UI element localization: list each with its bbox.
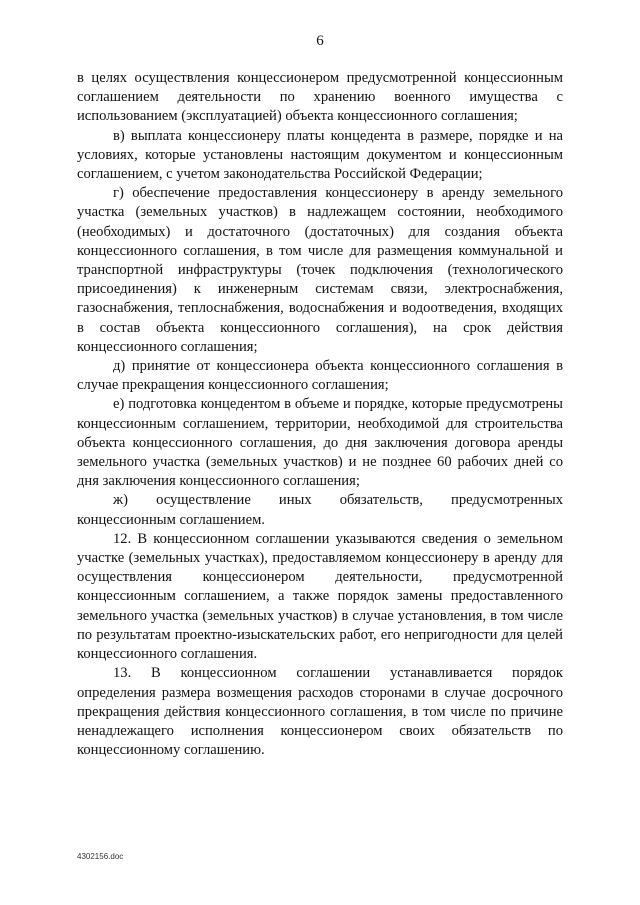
paragraph-item-d: д) принятие от концессионера объекта концессионного соглашения в случае прекращения концессионного соглашения; bbox=[77, 358, 563, 394]
paragraph-item-v: в) выплата концессионеру платы концедента в размере, порядке и на условиях, которые установлены настоящим документом и концессионным соглашением, с учетом законодательства Российской Федерации; bbox=[77, 127, 563, 183]
paragraph-item-e: е) подготовка концедентом в объеме и порядке, которые предусмотрены концессионным соглашением, территории, необходимой для строительства объекта концессионного соглашения, до дня заключения договора аренды земельного участка (земельных участков) и не позднее 60 рабочих дней со дня заключения концессионного соглашения; bbox=[77, 396, 563, 490]
paragraph-clause-13: 13. В концессионном соглашении устанавливается порядок определения размера возмещения расходов сторонами в случае досрочного прекращения действия концессионного соглашения, в том числе по причине ненадлежащего исполнения концессионером своих обязательств по концессионному соглашению. bbox=[77, 665, 563, 759]
paragraph-item-g: г) обеспечение предоставления концессионеру в аренду земельного участка (земельных участков) в надлежащем состоянии, необходимого (необходимых) и достаточного (достаточных) для создания объекта концессионного соглашения, в том числе для размещения коммунальной и транспортной инфраструктуры (точек подключения (технологического присоединения) к инженерным системам связи, электроснабжения, газоснабжения, теплоснабжения, водоснабжения и водоотведения, входящих в состав объекта концессионного соглашения), на срок действия концессионного соглашения; bbox=[77, 185, 563, 355]
paragraph-item-zh: ж) осуществление иных обязательств, предусмотренных концессионным соглашением. bbox=[77, 492, 563, 528]
document-filename: 4302156.doc bbox=[77, 852, 124, 861]
page-number: 6 bbox=[316, 33, 324, 49]
document-body bbox=[77, 69, 563, 760]
paragraph-clause-12: 12. В концессионном соглашении указываются сведения о земельном участке (земельных участках), предоставляемом концессионеру в аренду для осуществления концессионером деятельности, предусмотренной концессионным соглашением, а также порядок замены предоставленного земельного участка (земельных участков) в случае установления, в том числе по результатам проектно-изыскательских работ, его непригодности для целей концессионного соглашения. bbox=[77, 530, 563, 663]
paragraph-purpose-continuation: в целях осуществления концессионером предусмотренной концессионным соглашением деятельности по хранению военного имущества с использованием (эксплуатацией) объекта концессионного соглашения; bbox=[77, 70, 563, 125]
